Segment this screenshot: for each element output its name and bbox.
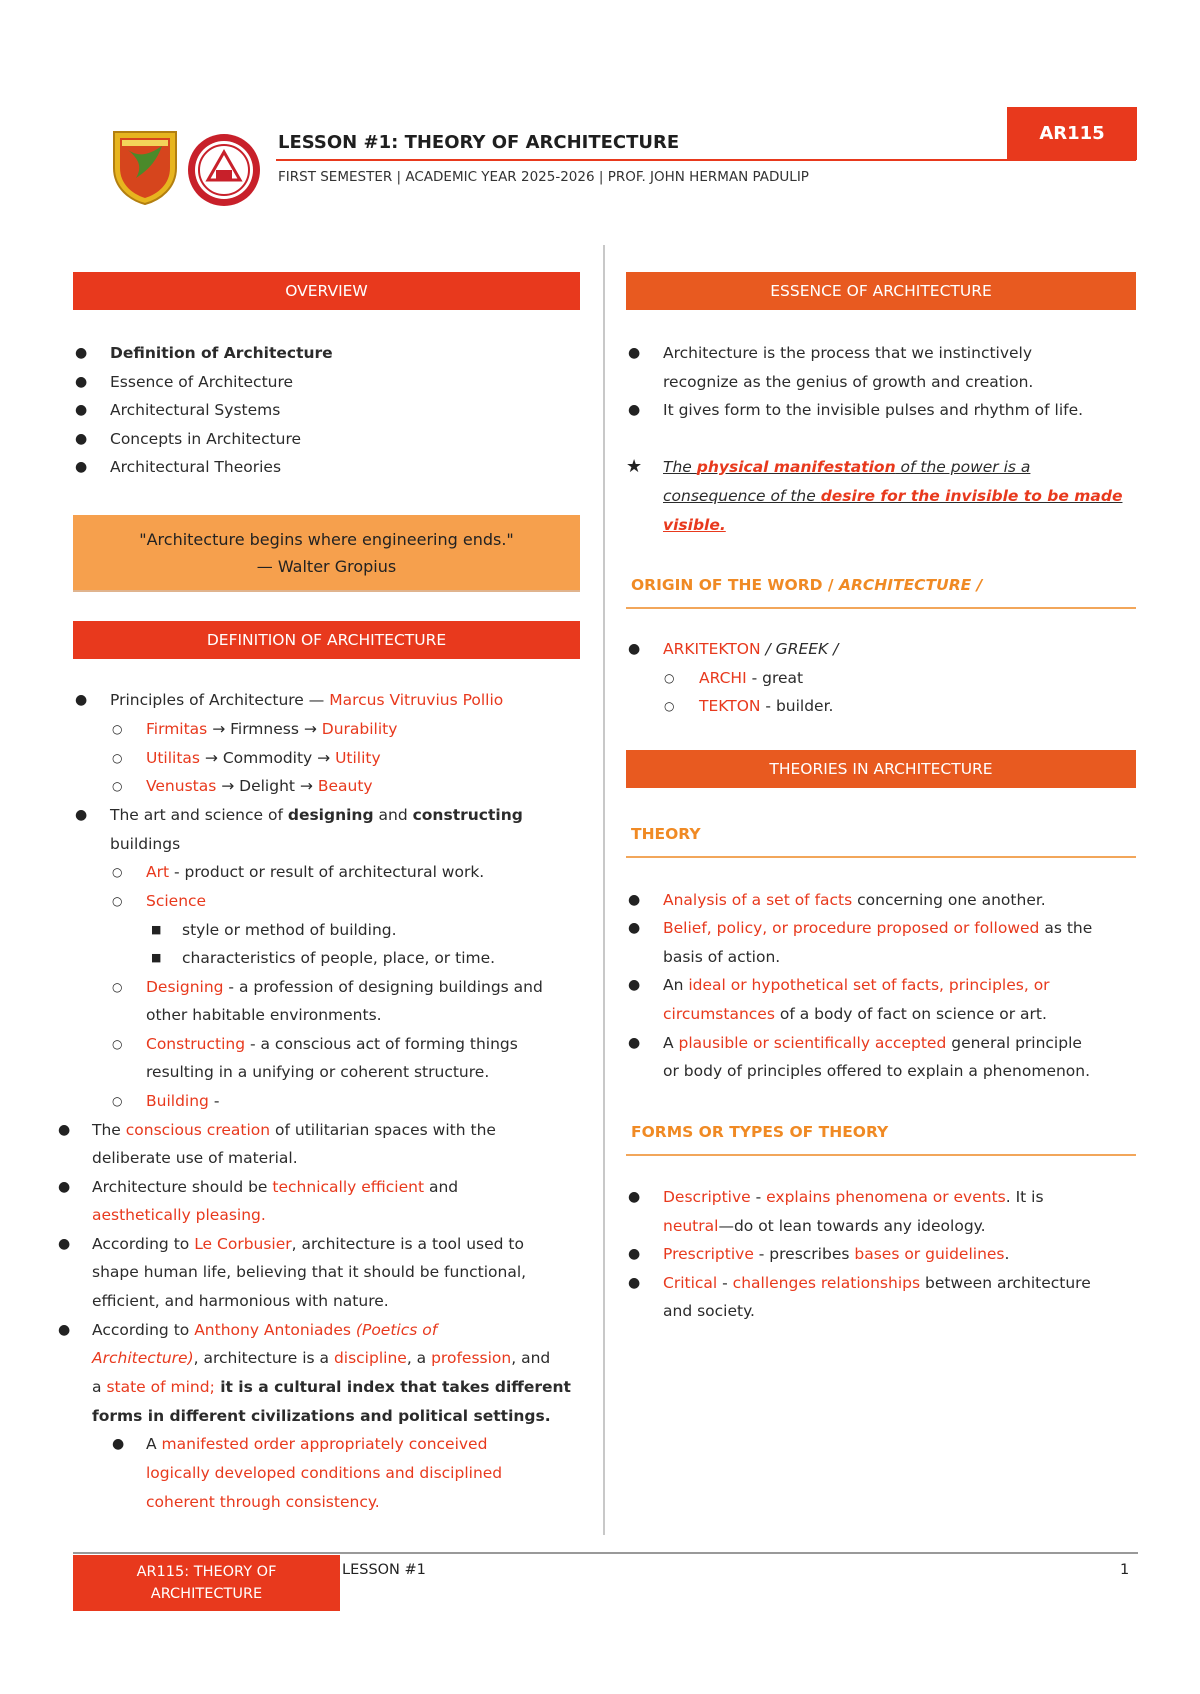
text: of a body of fact on science or art. — [774, 1005, 1047, 1023]
text: Critical — [663, 1274, 718, 1292]
language: / GREEK / — [760, 640, 839, 658]
forms-item-line2: and society. — [663, 1302, 755, 1320]
star-icon: ★ — [626, 456, 643, 477]
bullet-icon: ● — [75, 345, 88, 361]
text: - — [717, 1274, 733, 1292]
efficient-item — [92, 1173, 458, 1202]
circle-bullet-icon: ○ — [112, 865, 123, 879]
antoniades-line3 — [92, 1373, 571, 1402]
forms-rule — [626, 1154, 1136, 1156]
principles-author: Marcus Vitruvius Pollio — [329, 691, 504, 709]
desc: - builder. — [760, 697, 834, 715]
desc: - product or result of architectural work. — [169, 863, 485, 881]
overview-item: Concepts in Architecture — [110, 430, 302, 448]
term: Constructing — [146, 1035, 246, 1053]
forms-item-line2 — [663, 1212, 986, 1241]
essence-note — [663, 453, 1030, 482]
quote-author: — Walter Gropius — [256, 556, 397, 576]
corbusier-item — [92, 1230, 524, 1259]
text: , a — [406, 1349, 432, 1367]
meaning: → Firmness → — [207, 720, 322, 738]
art-science-item — [110, 801, 523, 830]
text: physical manifestation — [696, 458, 896, 476]
theory-item — [663, 971, 1050, 1000]
corbusier-line3: efficient, and harmonious with nature. — [92, 1292, 389, 1310]
constructing-line2: resulting in a unifying or coherent structure. — [146, 1063, 490, 1081]
origin-heading — [631, 576, 982, 594]
bullet-icon: ● — [628, 1035, 641, 1051]
text: it is a cultural index that takes different — [214, 1378, 571, 1396]
bullet-icon: ● — [112, 1436, 125, 1452]
art-science-line2: buildings — [110, 835, 181, 853]
circle-bullet-icon: ○ — [112, 779, 123, 793]
bullet-icon: ● — [75, 692, 88, 708]
circle-bullet-icon: ○ — [664, 671, 675, 685]
circle-bullet-icon: ○ — [112, 980, 123, 994]
meaning: → Delight → — [216, 777, 318, 795]
text: Prescriptive — [663, 1245, 754, 1263]
text: explains phenomena or events — [766, 1188, 1006, 1206]
text: concerning one another. — [852, 891, 1046, 909]
desc: - a profession of designing buildings and — [223, 978, 543, 996]
forms-heading: FORMS OR TYPES OF THEORY — [631, 1123, 889, 1141]
theory-item — [663, 914, 1092, 943]
utilitas-item — [146, 744, 381, 773]
text: A — [663, 1034, 679, 1052]
text: plausible or scientifically accepted — [678, 1034, 947, 1052]
theory-item-line2 — [663, 1000, 1047, 1029]
antoniades-item — [92, 1316, 437, 1345]
bullet-icon: ● — [75, 459, 88, 475]
antoniades-line2 — [92, 1344, 550, 1373]
text: discipline — [333, 1349, 407, 1367]
text: state of mind; — [106, 1378, 215, 1396]
overview-item: Architectural Systems — [110, 401, 281, 419]
desc: - — [208, 1092, 220, 1110]
text: general principle — [946, 1034, 1082, 1052]
theory-item-line2: or body of principles offered to explain a phenomenon. — [663, 1062, 1091, 1080]
text: Architecture) — [92, 1349, 194, 1367]
principles-label: Principles of Architecture — — [110, 691, 330, 709]
circle-bullet-icon: ○ — [664, 699, 675, 713]
result: Beauty — [317, 777, 373, 795]
corbusier-line2: shape human life, believing that it should be functional, — [92, 1263, 527, 1281]
term: ARKITEKTON — [663, 640, 761, 658]
bullet-icon: ● — [58, 1322, 71, 1338]
footer-course-label: AR115: THEORY OF ARCHITECTURE — [136, 1564, 277, 1602]
art-item — [146, 858, 484, 887]
bullet-icon: ● — [628, 1189, 641, 1205]
circle-bullet-icon: ○ — [112, 722, 123, 736]
lesson-title: LESSON #1: THEORY OF ARCHITECTURE — [278, 132, 680, 153]
theory-item-line2: basis of action. — [663, 948, 781, 966]
forms-item — [663, 1240, 1009, 1269]
bullet-icon: ● — [628, 977, 641, 993]
text: profession — [431, 1349, 512, 1367]
science-sub-item: style or method of building. — [182, 921, 397, 939]
text: The art and science of — [110, 806, 288, 824]
text: between architecture — [920, 1274, 1091, 1292]
footer-rule — [73, 1552, 1138, 1554]
manifested-line3: coherent through consistency. — [146, 1493, 380, 1511]
semester-subtitle: FIRST SEMESTER | ACADEMIC YEAR 2025-2026 | PROF. JOHN HERMAN PADULIP — [278, 169, 809, 185]
circle-bullet-icon: ○ — [112, 1094, 123, 1108]
term: Building — [146, 1092, 209, 1110]
term: Utilitas — [146, 749, 200, 767]
essence-item-line2: recognize as the genius of growth and creation. — [663, 373, 1034, 391]
bullet-icon: ● — [628, 345, 641, 361]
square-bullet-icon: ■ — [151, 923, 162, 936]
definition-heading: DEFINITION OF ARCHITECTURE — [73, 621, 580, 659]
term: Firmitas — [146, 720, 208, 738]
bullet-icon: ● — [628, 920, 641, 936]
footer-lesson: LESSON #1 — [342, 1562, 426, 1578]
text: ideal or hypothetical set of facts, principles, or — [688, 976, 1050, 994]
essence-item: Architecture is the process that we instinctively — [663, 344, 1033, 362]
desc: - a conscious act of forming things — [245, 1035, 518, 1053]
essence-heading: ESSENCE OF ARCHITECTURE — [626, 272, 1136, 310]
text: Belief, policy, or procedure proposed or followed — [663, 919, 1040, 937]
text: According to — [92, 1235, 195, 1253]
page-number: 1 — [1120, 1562, 1130, 1578]
bullet-icon: ● — [628, 1275, 641, 1291]
square-bullet-icon: ■ — [151, 951, 162, 964]
term: Art — [146, 863, 170, 881]
circle-bullet-icon: ○ — [112, 1037, 123, 1051]
text: . It is — [1005, 1188, 1044, 1206]
bullet-icon: ● — [75, 807, 88, 823]
text: - — [750, 1188, 767, 1206]
theory-item — [663, 1029, 1082, 1058]
text: (Poetics of — [355, 1321, 438, 1339]
text: An — [663, 976, 689, 994]
bullet-icon: ● — [628, 1246, 641, 1262]
text: desire for the invisible to be made — [820, 487, 1123, 505]
building-item — [146, 1087, 219, 1116]
forms-item — [663, 1269, 1091, 1298]
overview-item: Definition of Architecture — [110, 344, 333, 362]
meaning: → Commodity → — [200, 749, 336, 767]
text: . — [1004, 1245, 1010, 1263]
text: —do ot lean towards any ideology. — [718, 1217, 986, 1235]
arkitekton-item — [663, 635, 838, 664]
bullet-icon: ● — [75, 402, 88, 418]
bullet-icon: ● — [58, 1122, 71, 1138]
term: ARCHI — [699, 669, 747, 687]
bullet-icon: ● — [628, 641, 641, 657]
bullet-icon: ● — [75, 431, 88, 447]
science-sub-item: characteristics of people, place, or time. — [182, 949, 496, 967]
manifested-item — [146, 1430, 487, 1459]
result: Durability — [321, 720, 398, 738]
overview-heading: OVERVIEW — [73, 272, 580, 310]
desc: - great — [746, 669, 804, 687]
circle-bullet-icon: ○ — [112, 751, 123, 765]
text: According to — [92, 1321, 195, 1339]
archi-item — [699, 664, 803, 693]
text: and — [424, 1178, 459, 1196]
theory-rule — [626, 856, 1136, 858]
essence-note-line2 — [663, 482, 1122, 511]
origin-rule — [626, 607, 1136, 609]
text: ORIGIN OF THE WORD / — [631, 576, 839, 594]
bullet-icon: ● — [58, 1179, 71, 1195]
text: ARCHITECTURE / — [838, 576, 983, 594]
designing-item — [146, 973, 543, 1002]
text: The — [92, 1121, 126, 1139]
text: challenges relationships — [732, 1274, 921, 1292]
text: - prescribes — [753, 1245, 855, 1263]
text: , architecture is a tool used to — [291, 1235, 524, 1253]
tekton-item — [699, 692, 833, 721]
quote-text: "Architecture begins where engineering ends." — [139, 529, 514, 549]
efficient-line2: aesthetically pleasing. — [92, 1206, 266, 1224]
quote-box — [73, 515, 580, 592]
venustas-item — [146, 772, 373, 801]
forms-item — [663, 1183, 1044, 1212]
bullet-icon: ● — [628, 892, 641, 908]
text: Anthony Antoniades — [194, 1321, 356, 1339]
text: of utilitarian spaces with the — [270, 1121, 496, 1139]
antoniades-line4: forms in different civilizations and political settings. — [92, 1407, 551, 1425]
text: conscious creation — [125, 1121, 271, 1139]
footer-course — [73, 1555, 340, 1611]
column-divider — [603, 245, 605, 1535]
term: Designing — [146, 978, 224, 996]
text: The — [663, 458, 697, 476]
result: Utility — [335, 749, 381, 767]
overview-item: Architectural Theories — [110, 458, 282, 476]
text: designing — [287, 806, 374, 824]
text: technically efficient — [272, 1178, 425, 1196]
bullet-icon: ● — [628, 402, 641, 418]
course-code-badge: AR115 — [1007, 107, 1137, 160]
college-seal-logo — [186, 132, 262, 208]
theory-item — [663, 886, 1046, 915]
text: A — [146, 1435, 162, 1453]
text: as the — [1039, 919, 1093, 937]
theory-heading: THEORY — [631, 825, 701, 843]
circle-bullet-icon: ○ — [112, 894, 123, 908]
manifested-line2: logically developed conditions and disciplined — [146, 1464, 503, 1482]
text: and — [373, 806, 413, 824]
term: Venustas — [146, 777, 217, 795]
designing-line2: other habitable environments. — [146, 1006, 382, 1024]
university-crest-logo — [110, 128, 180, 206]
text: , and — [511, 1349, 551, 1367]
text: Architecture should be — [92, 1178, 273, 1196]
text: bases or guidelines — [854, 1245, 1005, 1263]
text: , architecture is a — [193, 1349, 334, 1367]
essence-item: It gives form to the invisible pulses and rhythm of life. — [663, 401, 1084, 419]
firmitas-item — [146, 715, 397, 744]
text: a — [92, 1378, 107, 1396]
text: circumstances — [663, 1005, 775, 1023]
theories-heading: THEORIES IN ARCHITECTURE — [626, 750, 1136, 788]
science-item: Science — [146, 892, 207, 910]
overview-item: Essence of Architecture — [110, 373, 294, 391]
bullet-icon: ● — [75, 374, 88, 390]
conscious-line2: deliberate use of material. — [92, 1149, 298, 1167]
text: Analysis of a set of facts — [663, 891, 853, 909]
text: neutral — [663, 1217, 719, 1235]
constructing-item — [146, 1030, 518, 1059]
text: Le Corbusier — [194, 1235, 292, 1253]
text: manifested order appropriately conceived — [161, 1435, 488, 1453]
term: TEKTON — [699, 697, 761, 715]
bullet-icon: ● — [58, 1236, 71, 1252]
text: of the power is a — [895, 458, 1031, 476]
text: constructing — [412, 806, 523, 824]
principles-item — [110, 686, 503, 715]
essence-note-line3: visible. — [663, 516, 726, 534]
text: Descriptive — [663, 1188, 751, 1206]
conscious-item — [92, 1116, 496, 1145]
text: consequence of the — [663, 487, 821, 505]
